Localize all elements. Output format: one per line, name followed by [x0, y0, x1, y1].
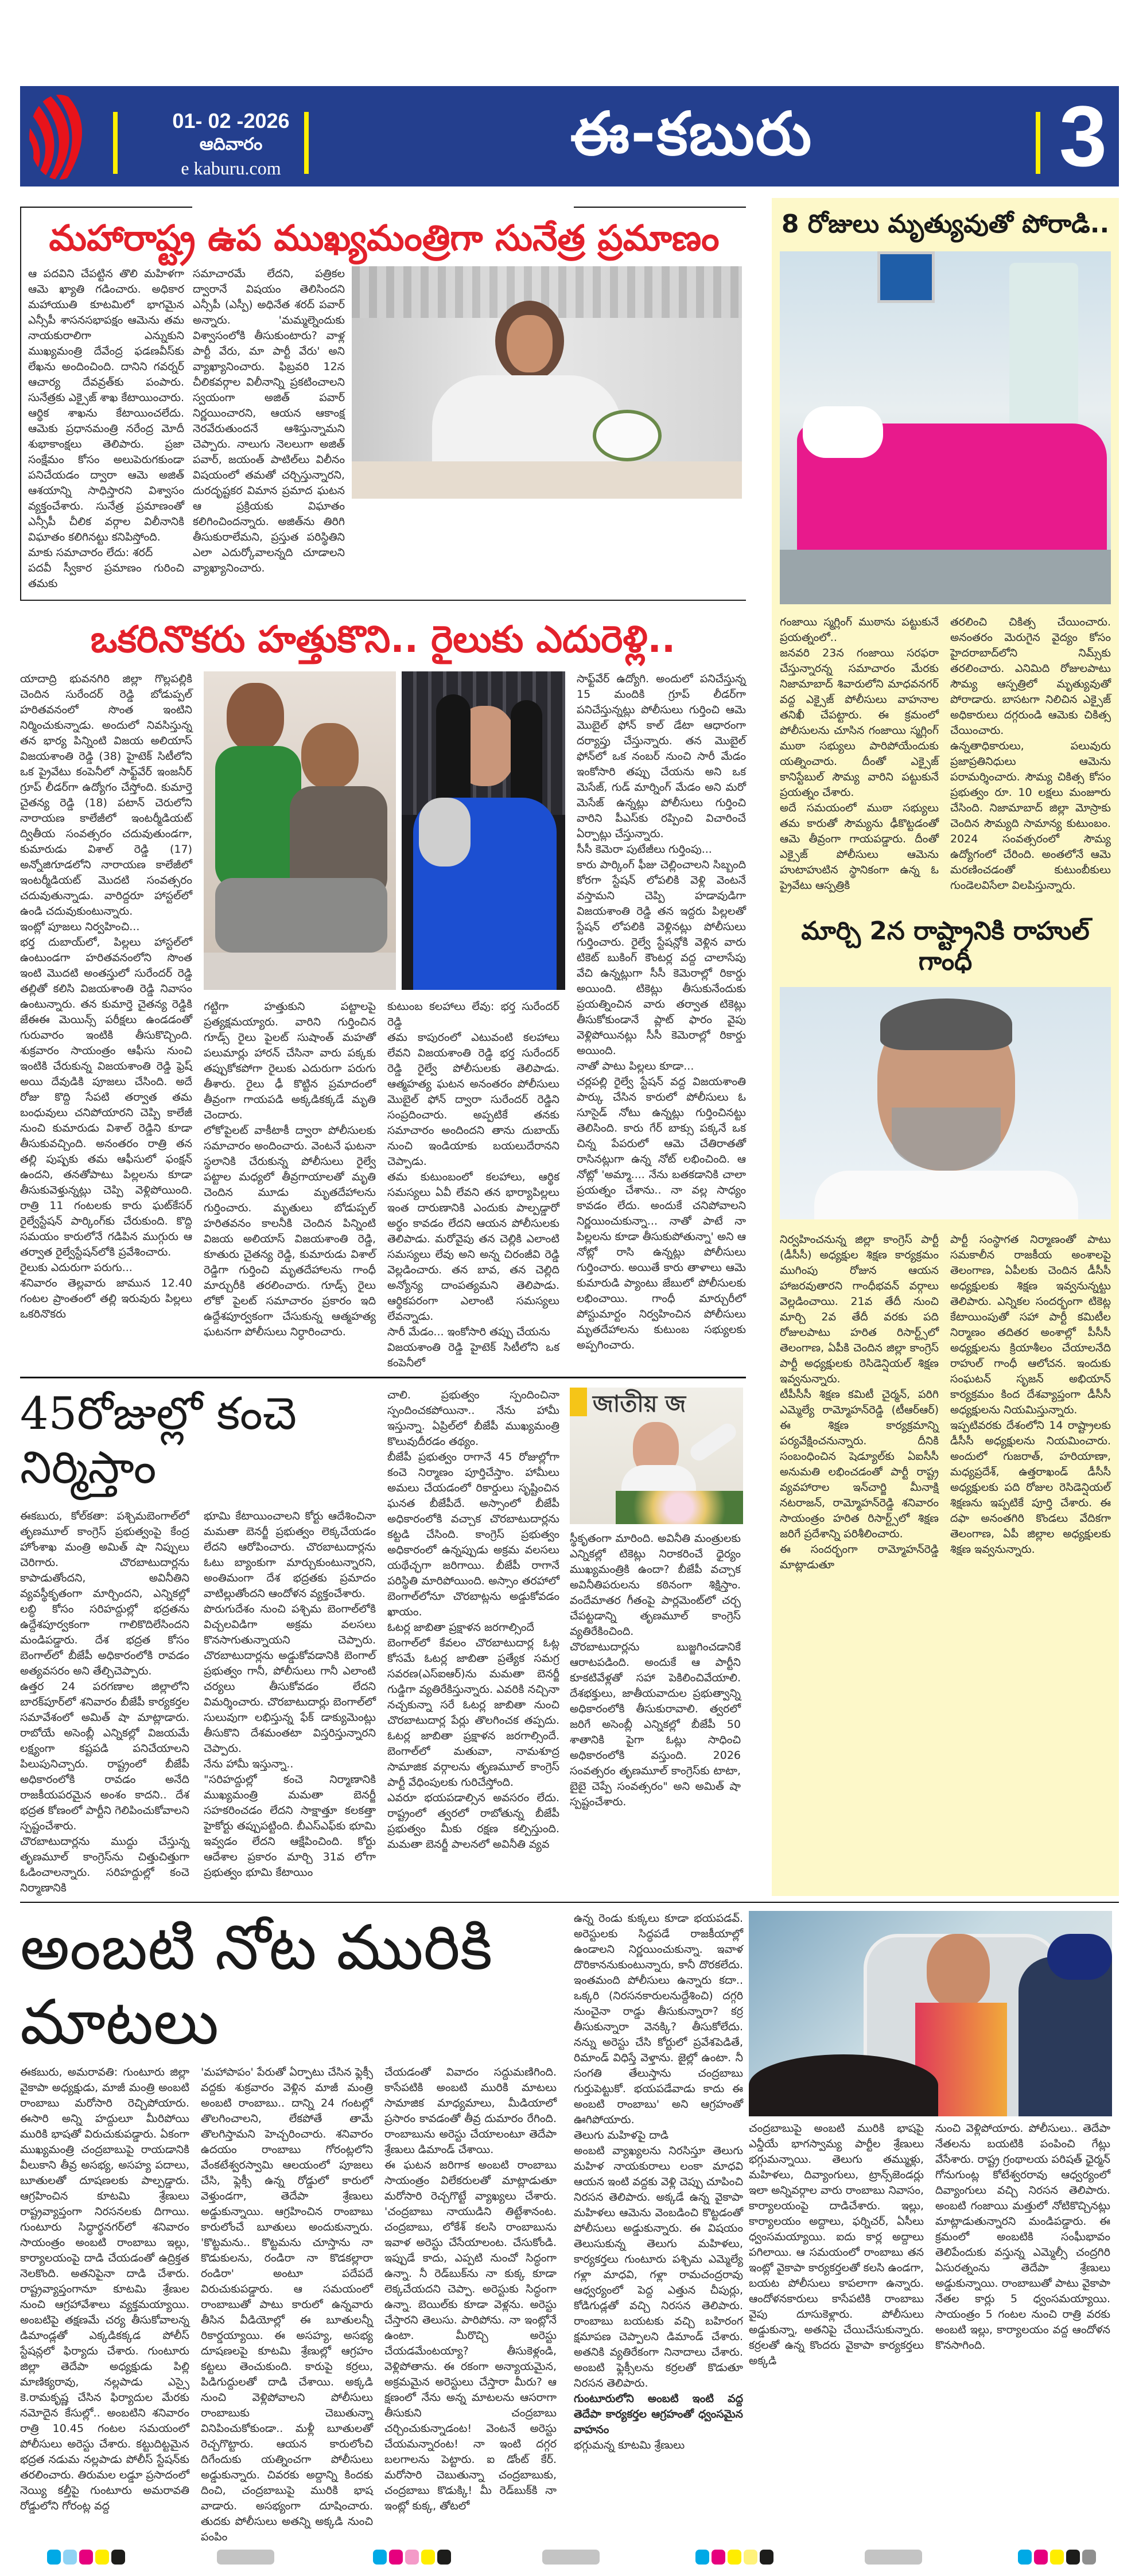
- paragraph: పొరుగుదేశం నుంచి పశ్చిమ బెంగాల్‌లోకి విచ్చలవిడిగా అక్రమ వలసలు కొనసాగుతున్నాయని చెప్పారు. చొరబాటుదార్లను అడ్డుకోవడానికి బెంగాల్ ప్రభుత్వం గానీ, పోలీసులు గానీ ఎలాంటి చర్యలు తీసుకోవడం లేదని విమర్శించారు. చొరబాటుదార్లు బెంగాల్‌లో సులువుగా లభిస్తున్న ఫేక్ డాక్యుమెంట్లు తీసుకొని దేశమంతటా విస్తరిస్తున్నారని చెప్పారు.: [204, 1603, 376, 1755]
- photo-block: [204, 671, 565, 1371]
- article-column: [204, 1509, 376, 1880]
- paragraph: సాఫ్ట్‌వేర్ ఉద్యోగి. అందులో పనిచేస్తున్న 15 మందికి గ్రూప్ లీడర్‌గా పనిచేస్తున్నట్లు పోలీసులు గుర్తించి ఆమె మొబైల్ ఫోన్ కాల్ డేటా ఆధారంగా దర్యాప్తు చేస్తున్నారు. తన మొబైల్ ఫోన్‌లో ఒక నంబర్ నుంచి సారీ మేడం ఇంకోసారి తప్పు చేయను అని ఒక మెసేజ్, గుడ్ మార్నింగ్ మేడం అని మరో మెసేజ్ ఉన్నట్లు పోలీసులు గుర్తించి వారిని పీఎస్‌కు రప్పించి విచారించే ఏర్పాట్లు చేస్తున్నారు.: [577, 673, 746, 841]
- paragraph: ఉన్న రెండు కుక్కలు కూడా భయపడవ్. అరెస్టులకు సిద్ధపడే రాజకీయాల్లో ఉండాలని నిర్ణయించుకున్నా. ఇవాళ దొరికాననుకుంటున్నారు, కానీ దొరకలేదు. ఇంతమంది పోలీసులు ఉన్నారు కదా.. ఒక్కరి (నిరసనకారులనుద్దేశించి) దగ్గరి నుంచైనా రాడ్డు తీసుకున్నారా? కర్ర తీసుకున్నారా వెనక్కి? తీసుకోలేదు. నన్ను అరెస్టు చేసి కోర్టులో ప్రవేశపెడితే, రిమాండ్ విధిస్తే వెళ్తాను. జైల్లో ఉంటా. నీ సంగతి తేలుస్తాను చంద్రబాబు గుర్తుపెట్టుకో. భయపడేవాడు కాదు ఈ అంబటి రాంబాబు' అని ఆగ్రహంతో ఊగిపోయారు.: [574, 1912, 743, 2127]
- stage-banner-text: জাতীয় জ: [593, 1391, 686, 1418]
- paragraph: నిర్వహించనున్న జిల్లా కాంగ్రెస్ పార్టీ (డీసీసీ) అధ్యక్షుల శిక్షణ కార్యక్రమం ముగింపు రోజున ఆయన హాజరవుతారని గాంధీభవన్ వర్గాలు వెల్లడించాయి. 21వ తేదీ నుంచి మార్చి 2వ తేదీ వరకు పది రోజులపాటు హరిత రిసార్ట్స్‌లో తెలంగాణ, ఏపీకి చెందిన జిల్లా కాంగ్రెస్ పార్టీ అధ్యక్షులకు రెసిడెన్షియల్ శిక్షణ ఇవ్వనున్నారు.: [780, 1233, 939, 1386]
- paragraph: గట్టిగా హత్తుకుని పట్టాలపై ప్రత్యక్షమయ్యారు. వారిని గుర్తించిన గూడ్స్ రైలు పైలట్ సుషాంత్ మహతో పలుమార్లు హారన్ చేసినా వారు పక్కకు తప్పుకోకపోగా రైలుకు ఎదురుగా పరుగు తీశారు. రైలు ఢీ కొట్టిన ప్రమాదంలో తీవ్రంగా గాయపడి అక్కడికక్కడే మృతి చెందారు.: [204, 1000, 376, 1122]
- article-column: [20, 2065, 189, 2514]
- photo-block: [749, 1911, 1112, 2369]
- paragraph: శనివారం తెల్లవారు జామున 12.40 గంటల ప్రాంతంలో తల్లి ఇరువురు పిల్లలు ఒకరినొకరు: [20, 1277, 192, 1321]
- paragraph: భర్త దుబాయ్‌లో, పిల్లలు హాస్టల్‌లో ఉంటుండగా హరితవనంలోని సొంత ఇంటి మొదటి అంతస్తులో సురేందర్ రెడ్డి తల్లితో కలిసి విజయశాంతి రెడ్డి నివాసం ఉంటున్నారు. తన కుమార్తె చైతన్య రెడ్డికి జేఈఈ మెయిన్స్ పరీక్షలు ఉండడంతో గురువారం ఇంటికి తీసుకొచ్చింది. శుక్రవారం సాయంత్రం ఆఫీసు నుంచి ఇంటికి చేరుకున్న విజయశాంతి రెడ్డి ఫ్రెష్ అయి దేవుడికి పూజలు చేసింది. అదే రోజు కొద్ది సేపటి తర్వాత తమ బంధువులు చనిపోయారని చెప్పి కాలేజీ నుంచి కుమారుడు విశాల్ రెడ్డిని కూడా తీసుకువచ్చింది. అనంతరం రాత్రి తన తల్లి పుష్పకు తమ ఆఫీసులో ఫంక్షన్ ఉందని, తనతోపాటు పిల్లలను కూడా తీసుకువెళ్తున్నట్లు చెప్పి వెళ్లిపోయింది. రాత్రి 11 గంటలకు కారు ఘట్‌కేసర్ రైల్వేస్టేషన్ పార్కింగ్‌కు చేరుకుంది. కొద్ది సమయం కారులోనే గడిపిన ముగ్గురు ఆ తర్వాత రైల్వేస్టేషన్‌లోకి ప్రవేశించారు.: [20, 936, 192, 1259]
- page-number: 3: [1059, 88, 1107, 184]
- website-link[interactable]: e kaburu.com: [181, 158, 281, 178]
- registration-strip: [0, 2550, 1139, 2565]
- headline-fence: 45రోజుల్లో కంచె నిర్మిస్తాం: [20, 1388, 297, 1494]
- article-column: [201, 2065, 373, 2545]
- photo-mother: [402, 671, 565, 990]
- article-column: [577, 671, 746, 1353]
- paragraph: ఇప్పటివరకు దేశంలోని 14 రాష్ట్రాలకు డీసీసీ అధ్యక్షులను నియమించారు. అందులో గుజరాత్, హరియాణా, మధ్యప్రదేశ్, ఉత్తరాఖండ్ డీసీసీ అధ్యక్షులకు పది రోజుల రెసిడెన్షియల్ శిక్షణను ఇప్పటికే పూర్తి చేశారు. ఈ దఫా అనంతగిరి కొండలు వేదికగా తెలంగాణ, ఏపీ జిల్లాల అధ్యక్షులకు శిక్షణ ఇవ్వనున్నారు.: [950, 1419, 1111, 1556]
- article-column: [950, 1232, 1111, 1557]
- subheading: సారీ మేడం... ఇంకోసారి తప్పు చేయను: [387, 1326, 550, 1339]
- article-column: [570, 1531, 741, 1810]
- paragraph: చొరబాటుదార్లను బుజ్జగించడానికే ఆరాటపడింది. అందుకే ఆ పార్టీని కూకటివేళ్లతో సహా పెకిలించివేయాలి. దేశభక్తులు, జాతీయవాదుల ప్రభుత్వాన్ని అధికారంలోకి తీసుకురావాలి. త్వరలో జరిగే అసెంబ్లీ ఎన్నికల్లో బీజేపీ 50 శాతానికి పైగా ఓట్లు సాధించి అధికారంలోకి వస్తుంది. 2026 సంవత్సరం తృణమూల్ కాంగ్రెస్‌కు టాటా, బైబై చెప్పే సంవత్సరం" అని అమిత్ షా స్పష్టంచేశారు.: [570, 1641, 741, 1809]
- paragraph: చేయడంతో వివాదం సద్దుమణిగింది. కాసేపటికి అంబటి మురికి మాటలు సామాజిక మాధ్యమాలు, మీడియాలో ప్రసారం కావడంతో తీవ్ర దుమారం రేగింది. రాంబాబును అరెస్టు చేయాలంటూ తెదేపా శ్రేణులు డిమాండ్ చేశాయి.: [384, 2065, 557, 2156]
- registration-marks: [217, 2550, 274, 2565]
- registration-marks: [865, 2550, 922, 2565]
- paragraph: తమ కుటుంబంలో కలహాలు, ఆర్థిక సమస్యలు ఏవీ లేవని తన భార్యాపిల్లలు ఇంత దారుణానికి ఎందుకు పాల్పడ్డారో అర్థం కావడం లేదని ఆయన పోలీసులకు తెలిపాడు. మరోవైపు తన చెల్లికి ఎలాంటి సమస్యలు లేవు అని అన్న చిరంజీవి రెడ్డి వెల్లడించారు. తన బావ, తన చెల్లిది అన్యోన్య దాంపత్యమని తెలిపాడు. ఆర్థికపరంగా ఎలాంటి సమస్యలు లేవన్నాడు.: [387, 1171, 559, 1323]
- paragraph: స్థీకృతంగా మారింది. అవినీతి మంత్రులకు ఎన్నికల్లో టికెట్లు నిరాకరించే ధైర్యం ముఖ్యమంత్రికి ఉందా? బీజేపీ వచ్చాక అవినీతిపరులను కఠినంగా శిక్షిస్తాం. వందేమాతర గీతంపై పార్లమెంట్‌లో చర్చ చేపట్టడాన్ని తృణమూల్ కాంగ్రెస్ వ్యతిరేకించింది.: [570, 1532, 741, 1638]
- article-column: [20, 1509, 189, 1896]
- headline-constable: 8 రోజులు మృత్యువుతో పోరాడి..: [781, 209, 1110, 239]
- paragraph: ఈ సందర్భంగా రామ్మోహన్‌రెడ్డి మాట్లాడుతూ: [780, 1543, 939, 1572]
- paragraph: కారు పార్కింగ్ ఫీజు చెల్లించాలని సిబ్బంది కోరగా స్టేషన్ లోపలికి వెళ్లి వెంటనే వస్తామని చెప్పి హడావుడిగా విజయశాంతి రెడ్డి తన ఇద్దరు పిల్లలతో స్టేషన్ లోపలికి వెళ్లినట్లు పోలీసులు గుర్తించారు. రైల్వే స్టేషన్లోకి వెళ్లిన వారు టికెట్ బుకింగ్ కౌంటర్ల వద్ద చాలాసేపు వేచి ఉన్నట్లుగా సీసీ కెమెరాల్లో రికార్డు అయింది. టికెట్లు తీసుకునేందుకు ప్రయత్నించిన వారు తర్వాత టికెట్లు తీసుకోకుండానే ప్లాట్ ఫారం వైపు వెళ్లిపోయినట్లు సీసీ కెమెరాల్లో రికార్డు అయింది.: [577, 858, 746, 1058]
- article-column: [204, 999, 376, 1340]
- article-ambati-main: [20, 1911, 559, 2544]
- registration-marks: [1018, 2550, 1096, 2565]
- paragraph: లోకోపైలట్ వాకీటాకీ ద్వారా పోలీసులకు సమాచారం అందించారు. వెంటనే ఘటనా స్థలానికి చేరుకున్న పోలీసులు రైల్వే పట్టాల మధ్యలో తీవ్రగాయాలతో మృతి చెందిన మూడు మృతదేహాలను గుర్తించారు. మృతులు బోడుప్పల్ హరితవనం కాలనీకి చెందిన పిన్నింటి విజయ అలియాస్ విజయశాంతి రెడ్డి, కూతురు చైతన్య రెడ్డి, కుమారుడు విశాల్ రెడ్డిగా గుర్తించి మృతదేహాలను గాంధీ మార్చురీకి తరలించారు. గూడ్స్ రైలు లోకో పైలట్ సమాచారం ప్రకారం ఇది ఉద్దేశపూర్వకంగా చేసుకున్న ఆత్మహత్య ఘటనగా పోలీసులు నిర్ధారించారు.: [204, 1124, 376, 1339]
- paragraph: ఈకబురు, కోల్‌కతా: పశ్చిమబెంగాల్‌లో తృణమూల్ కాంగ్రెస్ ప్రభుత్వంపై కేంద్ర హోంశాఖ మంత్రి అమిత్ షా నిప్పులు చెరిగారు. చొరబాటుదార్లను కాపాడుతోందని, అవినీతిని వ్యవస్థీకృతంగా మార్చిందని, ఎన్నికల్లో లబ్ధి కోసం సరిహద్దుల్లో భద్రతను ఉద్దేశపూర్వకంగా గాలికొదిలేసిందని మండిపడ్డారు. దేశ భద్రత కోసం బెంగాల్‌లో బీజేపీ అధికారంలోకి రావడం అత్యవసరం అని తేల్చిచెప్పారు.: [20, 1510, 189, 1678]
- photo-caption: గుంటూరులోని అంబటి ఇంటి వద్ద తెదేపా కార్యకర్తల ఆగ్రహంతో ధ్వంసమైన వాహనం: [574, 2392, 743, 2437]
- paragraph: ఎవరూ భయపడాల్సిన అవసరం లేదు. రాష్ట్రంలో త్వరలో రాబోతున్న బీజేపీ ప్రభుత్వం మీకు రక్షణ కల్పిస్తుంది. మమతా బెనర్జీ పాలనలో అవినీతి వ్యవ: [387, 1792, 559, 1851]
- divider-bar: [304, 112, 309, 174]
- registration-marks: [695, 2550, 773, 2565]
- headline-rahul: మార్చి 2న రాష్ట్రానికి రాహుల్ గాంధీ: [801, 916, 1090, 976]
- subheading: ఇంట్లో పూజలు నిర్వహించి...: [20, 920, 140, 934]
- subheading: గంజాయి స్మగ్లింగ్ ముఠాను పట్టుకునే ప్రయత్నంలో..: [780, 615, 939, 644]
- sidebar-panel: [772, 198, 1119, 1896]
- photo-amit-shah: [570, 1388, 743, 1524]
- paragraph: జనవరి 23న గంజాయి సరఫరా చేస్తున్నారన్న సమాచారం మేరకు నిజామాబాద్ శివారులోని మాధవనగర్ వద్ద ఎక్సైజ్ పోలీసులు వాహనాల తనిఖీ చేపట్టారు. ఈ క్రమంలో పోలీసులను చూసిన గంజాయి స్మగ్లింగ్ ముఠా సభ్యులు పారిపోయేందుకు యత్నించారు. దీంతో ఎక్సైజ్ కానిస్టేబుల్ సౌమ్య వారిని పట్టుకునే ప్రయత్నం చేశారు.: [780, 646, 939, 799]
- subheading: తెలుగు మహిళపై దాడి: [574, 2129, 669, 2142]
- paragraph: టీపీసీసీ శిక్షణ కమిటీ చైర్మన్, పరిగి ఎమ్మెల్యే రామ్మోహన్‌రెడ్డి (టీఆర్ఆర్) ఈ శిక్షణ కార్యక్రమాన్ని పర్యవేక్షించనున్నారు. దీనికి సంబంధించిన షెడ్యూల్‌కు ఏఐసీసీ అనుమతి లభించడంతో పార్టీ రాష్ట్ర వ్యవహారాల ఇన్‌చార్జి మీనాక్షి నటరాజన్, రామ్మోహన్‌రెడ్డి శనివారం సాయంత్రం హరిత రిసార్ట్స్‌లో శిక్షణ జరిగే ప్రదేశాన్ని పరిశీలించారు.: [780, 1388, 939, 1541]
- article-column: [950, 615, 1111, 893]
- subheading: మాకు సమాచారం లేదు: శరద్: [28, 546, 153, 560]
- paragraph: బెంగాల్‌లో కేవలం చొరబాటుదార్ల ఓట్ల కోసమే ఓటర్ల జాబితా ప్రత్యేక సమగ్ర సవరణ(ఎస్ఐఆర్)ను మమతా బెనర్జీ గుడ్డిగా వ్యతిరేకిస్తున్నారు. ఎవరికి నచ్చినా నచ్చకున్నా సరే ఓటర్ల జాబితా నుంచి చొరబాటుదార్ల పేర్లు తొలగించక తప్పదు. ఓటర్ల జాబితా ప్రక్షాళన జరగాల్సిందే. బెంగాల్‌లో మతువా, నామశూద్ర సామాజిక వర్గాలను తృణమూల్ కాంగ్రెస్ పార్టీ వేధింపులకు గురిచేస్తోంది.: [387, 1637, 559, 1789]
- photo-sunetra-signing: [352, 266, 742, 499]
- paragraph: బీజేపీ ప్రభుత్వం రాగానే 45 రోజుల్లోగా కంచె నిర్మాణం పూర్తిచేస్తాం. హామీలు అమలు చేయడంలో రికార్డులు సృష్టించిన ఘనత బీజేపీదే. అస్సాంలో బీజేపీ అధికారంలోకి వచ్చాక చొరబాటుదార్లను కట్టడి చేసింది. కాంగ్రెస్ ప్రభుత్వం అధికారంలో ఉన్నప్పుడు అక్రమ వలసలు యథేచ్ఛగా జరిగాయి. బీజేపీ రాగానే పరిస్థితి మారిపోయింది. అస్సాం తరహాలో బెంగాల్‌లోనూ చొరబాట్లను అడ్డుకోవడం ఖాయం.: [387, 1451, 559, 1619]
- photo-block: [570, 1388, 743, 1810]
- box-border: [20, 207, 192, 208]
- paragraph: చర్లపల్లి రైల్వే స్టేషన్ వద్ద విజయశాంతి పార్కు చేసిన కారులో పోలీసులు ఓ సూసైడ్ నోటు ఉన్నట్లు గుర్తించినట్టు తెలిసింది. కారు గేర్ బాక్సు పక్కనే ఒక చిన్న పేపరులో ఆమె చేతిరాతతో రాసినట్లుగా ఉన్న నోట్ లభించింది. ఆ నోట్లో 'అమ్మా.... నేను బతకడానికి చాలా ప్రయత్నం చేశాను.. నా వల్ల సాధ్యం కావడం లేదు. అందుకే చనిపోవాలని నిర్ణయించుకున్నా... నాతో పాటే నా పిల్లలను కూడా తీసుకుపోతున్నా' అని ఆ నోట్లో రాసి ఉన్నట్లు పోలీసులు గుర్తించారు. అయితే కారు తాళాలు ఆమె కుమారుడి ప్యాంటు జేబులో పోలీసులకు లభించాయి. గాంధీ మార్చురీలో పోస్టుమార్టం నిర్వహించిన పోలీసులు మృతదేహాలను కుటుంబ సభ్యులకు అప్పగించారు.: [577, 1075, 746, 1352]
- paragraph: ఆ పదవిని చేపట్టిన తొలి మహిళగా ఆమె ఖ్యాతి గడించారు. అధికార మహాయుతి కూటమిలో భాగమైన ఎన్సీపీ శాసనసభాపక్షం ఆమెను తమ నాయకురాలిగా ఎన్నుకుని ముఖ్యమంత్రి దేవేంద్ర ఫడణవీస్‌కు లేఖను అందించింది. దానిని గవర్నర్ ఆచార్య దేవవ్రత్‌కు పంపారు. సునేత్రకు ఎక్సైజ్ శాఖ కేటాయించారు. ఆర్థిక శాఖను కేటాయించలేదు. ఆమెకు ప్రధానమంత్రి నరేంద్ర మోదీ శుభాకాంక్షలు తెలిపారు. ప్రజా సంక్షేమం కోసం అలుపెరుగకుండా పనిచేయడం ద్వారా ఆమె అజిత్ ఆశయాన్ని సాధిస్తారని విశ్వాసం వ్యక్తంచేశారు. సునేత్ర ప్రమాణంతో ఎన్సీపీ చీలిక వర్గాల విలీనానికి విఘాతం కలిగినట్టు కనిపిస్తోంది.: [28, 267, 184, 544]
- paragraph: విజయశాంతి రెడ్డి హైటెక్ సిటీలోని ఒక కంపెనీలో: [387, 1341, 559, 1370]
- paragraph: "సరిహద్దుల్లో కంచె నిర్మాణానికి ముఖ్యమంత్రి మమతా బెనర్జీ సహకరించడం లేదని సాక్షాత్తూ కలకత్తా హైకోర్టు తప్పుపట్టింది. బీఎస్ఎఫ్‌కు భూమి ఇవ్వడం లేదని ఆక్షేపించింది. కోర్టు ఆదేశాల ప్రకారం మార్చి 31వ లోగా ప్రభుత్వం భూమి కేటాయిం: [204, 1773, 376, 1879]
- subheading: నాతో పాటు పిల్లలు కూడా...: [577, 1060, 694, 1073]
- article-column: [780, 615, 939, 893]
- photo-ambati-in-car: [749, 1911, 1112, 2116]
- article-column: [935, 2121, 1110, 2353]
- main-column: [20, 198, 746, 1896]
- newspaper-title: ఈ-కబురు: [570, 99, 813, 169]
- paragraph: ఉత్తర 24 పరగణాల జిల్లాలోని బారక్‌పూర్‌లో శనివారం బీజేపీ కార్యకర్తల సమావేశంలో అమిత్ షా మాట్లాడారు. రాబోయే అసెంబ్లీ ఎన్నికల్లో విజయమే లక్ష్యంగా కష్టపడి పనిచేయాలని పిలుపునిచ్చారు. రాష్ట్రంలో బీజేపీ అధికారంలోకి రావడం అనేది రాజకీయపరమైన అంశం కాదని.. దేశ భద్రత కోణంలో పార్టీని గెలిపించుకోవాలని స్పష్టంచేశారు.: [20, 1680, 189, 1833]
- subheading: నేను హామీ ఇస్తున్నా..: [204, 1758, 294, 1771]
- headline-ambati: అంబటి నోట మురికి మాటలు: [20, 1912, 493, 2058]
- headline-maharashtra: మహారాష్ట్ర ఉప ముఖ్యమంత్రిగా సునేత్ర ప్రమాణం: [49, 217, 720, 259]
- divider-bar: [1036, 112, 1040, 174]
- paragraph: ఈ ఘటన జరిగాక అంబటి రాంబాబు సాయంత్రం విలేకరులతో మాట్లాడుతూ మరోసారి రెచ్చగొట్టే వ్యాఖ్యలు చేశారు. 'చంద్రబాబు నాయుడిని తిట్టేశానంట. చంద్రబాబు, లోకేశ్ కలసి రాంబాబును ఇవాళ అరెస్టు చేసేయాలంట. చేసుకోండి. ఇప్పుడే కాదు, ఎప్పటి నుంచో సిద్ధంగా ఉన్నా. నీ రెడ్‌బుక్‌ను నా కుక్క కూడా లెక్కచేయదని చెప్పా. అరెస్టుకు సిద్ధంగా ఉన్నా. బెయిల్‌కు కూడా వెళ్లను. అరెస్టు చేస్తారని తెలుసు. పారిపోను. నా ఇంట్లోనే ఉంటా. మీరొచ్చి అరెస్టు చేయడమేంటయ్యా? తీసుకెళ్లండి, వెళ్లిపోతాను. ఈ రకంగా అన్యాయమైన, అక్రమమైన అరెస్టులు చేస్తారా మీరు? ఆ క్షణంలో నేను అన్న మాటలను ఆసరాగా తీసుకుని చంద్రబాబు చర్చించుకున్నాడంట! వెంటనే అరెస్టు చేయమన్నారంట! నా ఇంటి దగ్గర బలగాలను పెట్టారు. ఐ డోంట్ కేర్. మరోసారి చెబుతున్నా చంద్రబాబుకు, చంద్రబాబు కొడుక్కి! మీ రెడ్‌బుక్‌కి నా ఇంట్లో కుక్క, తోటలో: [384, 2158, 557, 2512]
- paragraph: తమ కాపురంలో ఎటువంటి కలహాలు లేవని విజయశాంతి రెడ్డి భర్త సురేందర్ రెడ్డి రైల్వే పోలీసులకు తెలిపాడు. ఆత్మహత్య ఘటన అనంతరం పోలీసులు మొబైల్ ఫోన్ ద్వారా సురేందర్ రెడ్డిని సంప్రదించారు. అప్పటికే తనకు సమాచారం అందిందని తాను దుబాయ్ నుంచి ఇండియాకు బయలుదేరానని చెప్పాడు.: [387, 1031, 559, 1168]
- paragraph: తరలించి చికిత్స చేయించారు. అనంతరం మెరుగైన వైద్యం కోసం హైదరాబాద్‌లోని నిమ్స్‌కు తరలించారు. ఎనిమిది రోజులపాటు సౌమ్య ఆస్పత్రిలో మృత్యువుతో పోరాడారు. బాసటగా నిలిచిన ఎక్సైజ్ అధికారులు దగ్గరుండి ఆమెకు చికిత్స చేయించారు.: [950, 615, 1111, 737]
- paragraph: భూమి కేటాయించాలని కోర్టు ఆదేశించినా మమతా బెనర్జీ ప్రభుత్వం లెక్కచేయడం లేదని ఆరోపించారు. చొరబాటుదార్లను ఓటు బ్యాంకుగా మార్చుకుంటున్నారని, అంతిమంగా దేశ భద్రతకు ప్రమాదం వాటిల్లుతోందని ఆందోళన వ్యక్తంచేశారు.: [204, 1510, 376, 1600]
- paragraph: చాలి. ప్రభుత్వం స్పందించినా స్పందించకపోయినా.. నేను హామీ ఇస్తున్నా. ఏప్రిల్‌లో బీజేపీ ముఖ్యమంత్రి కొలువుదీరడం తథ్యం.: [387, 1389, 559, 1448]
- photo-hospital-bed: [780, 251, 1111, 604]
- article-column: [387, 1388, 559, 1852]
- article-column: [749, 2121, 924, 2369]
- article-column: [20, 671, 192, 1322]
- registration-marks: [542, 2550, 600, 2565]
- paragraph: చంద్రబాబుపై అంబటి మురికి భాషపై ఎన్డీయే భాగస్వామ్య పార్టీల శ్రేణులు భగ్గుమన్నాయి. తెలుగు తమ్ముళ్లు, మహిళలు, దివ్యాంగులు, ట్రాన్స్‌జెండర్లు ఇలా అన్నివర్గాల వారు రాంబాబు నివాసం, కార్యాలయంపై దాడిచేశారు. ఇల్లు, కార్యాలయం అద్దాలు, ఫర్నిచర్, ఏసీలు ధ్వంసమయ్యాయి. ఐదు కార్ల అద్దాలు పగిలాయి. ఆ సమయంలో రాంబాబు తన ఇంట్లో వైకాపా కార్యకర్తలతో కలసి ఉండగా, బయట పోలీసులు కాపలాగా ఉన్నారు. ఆందోళనకారులు కాసేపటికి రాంబాబు వైపు దూసుకెళ్లారు. పోలీసులు అడ్డుకున్నా, అతనిపై చేయిచేసుకున్నారు. కర్రలతో ఉన్న కొందరు వైకాపా కార్యకర్తలు అక్కడి: [749, 2122, 924, 2368]
- paragraph: నుంచి వెళ్లిపోయారు. పోలీసులు.. తెదేపా నేతలను బయటికి పంపించి గేట్లు వేసేశారు. రాష్ట్ర గ్రంథాలయ పరిషత్ ఛైర్మన్ గోనుగుంట్ల కోటేశ్వరరావు ఆధ్వర్యంలో దివ్యాంగులు వచ్చి నిరసన తెలిపారు. అంబటి గంజాయి మత్తులో నోటికొచ్చినట్లు మాట్లాడుతున్నారని మండిపడ్డారు. ఈ క్రమంలో అంబటికి సంఘీభావం తెలిపేందుకు వస్తున్న ఎమ్మెల్సీ చంద్రగిరి ఏసురత్నంను తెదేపా శ్రేణులు అడ్డుకున్నాయి. రాంబాబుతో పాటు వైకాపా నేతల కార్లు 5 ధ్వంసమయ్యాయి. సాయంత్రం 5 గంటల నుంచి రాత్రి వరకు అంబటి ఇల్లు, కార్యాలయం వద్ద ఆందోళన కొనసాగింది.: [935, 2122, 1110, 2352]
- issue-weekday: ఆదివారం: [199, 135, 263, 154]
- paragraph: 'మహాపాపం' పేరుతో ఏర్పాటు చేసిన ఫ్లెక్సీ వద్దకు శుక్రవారం వెళ్లిన మాజీ మంత్రి అంబటి రాంబాబు.. దాన్ని 24 గంటల్లో తొలగించాలని, లేకపోతే తామే తొలగిస్తామని హెచ్చరించారు. శనివారం ఉదయం రాంబాబు గోరంట్లలోని వేంకటేశ్వరస్వామి ఆలయంలో పూజలు చేసి, ఫ్లెక్సీ ఉన్న రోడ్డులో కారులో వెళ్తుండగా, తెదేపా శ్రేణులు అడ్డుకున్నాయి. ఆగ్రహించిన రాంబాబు కారులోంచే బూతులు అందుకున్నారు. 'కొట్టమను.. కొట్టమను చూస్తాను నా కొడుకులను, రండిరా నా కొడకల్లారా రండిరా' అంటూ పదేపదే విరుచుకుపడ్డారు. ఆ సమయంలో రాంబాబుతో పాటు కారులో ఉన్నవారు తీసిన వీడియోల్లో ఈ బూతులన్నీ రికార్డయ్యాయి. ఈ అసహ్య, అసభ్య దూషణలపై కూటమి శ్రేణుల్లో ఆగ్రహం కట్టలు తెంచుకుంది. కారుపై కర్రలు, పిడిగుద్దులతో దాడి చేశాయి. అక్కడి నుంచి వెళ్లిపోవాలని పోలీసులు రాంబాబుకు చెబుతున్నా వినిపించుకోకుండా.. మళ్లీ బూతులతో రెచ్చగొట్టారు. ఆయన కారులోంచి దిగేందుకు యత్నించగా పోలీసులు అడ్డుకున్నారు. చివరకు అద్దాన్ని కిందకు దించి, చంద్రబాబుపై మురికి భాష వాడారు. అసభ్యంగా దూషించారు. తుదకు పోలీసులు అతన్ని అక్కడి నుంచి పంపిం: [201, 2065, 373, 2543]
- paragraph: చొరబాటుదార్లను ముద్దు చేస్తున్న తృణమూల్ కాంగ్రెస్‌ను చిత్తుచిత్తుగా ఓడించాలన్నారు. సరిహద్దుల్లో కంచె నిర్మాణానికి: [20, 1835, 189, 1895]
- paragraph: అదే సమయంలో ముఠా సభ్యులు తమ కారుతో సౌమ్యను ఢీకొట్టడంతో ఆమె తీవ్రంగా గాయపడ్డారు. దీంతో ఎక్సైజ్ పోలీసులు ఆమెను హుటాహుటిన స్థానికంగా ఉన్న ఓ ప్రైవేటు ఆస్పత్రికి: [780, 801, 939, 892]
- subheading: భగ్గుమన్న కూటమి శ్రేణులు: [574, 2439, 685, 2452]
- paragraph: పార్టీ సంస్థాగత నిర్మాణంతో పాటు సమకాలీన రాజకీయ అంశాలపై తెలంగాణ, ఏపీలకు చెందిన డీసీసీ అధ్యక్షులకు శిక్షణ ఇవ్వనున్నట్టు తెలిపారు. ఎన్నికల సందర్భంగా టికెట్ల కేటాయింపుతో సహా పార్టీ కమిటీల నిర్మాణం తదితర అంశాల్లో పీసీసీ అధ్యక్షులను క్రియాశీలం చేయాలనేది రాహుల్ గాంధీ ఆలోచన. ఇందుకు సంఘటన్ సృజన్ అభియాన్ కార్యక్రమం కింద దేశవ్యాప్తంగా డీసీసీ అధ్యక్షులను నియమిస్తున్నారు.: [950, 1233, 1111, 1417]
- subheading: కుటుంబ కలహాలు లేవు: భర్త సురేందర్ రెడ్డి: [387, 1000, 559, 1029]
- issue-date: 01- 02 -2026: [172, 109, 290, 133]
- article-column: [387, 999, 559, 1371]
- section-divider: [20, 1902, 1119, 1903]
- paragraph: పదవీ స్వీకార ప్రమాణం గురించి తమకు: [28, 562, 184, 590]
- headline-train: ఒకరినొకరు హత్తుకొని.. రైలుకు ఎదురెళ్లి..: [90, 619, 676, 662]
- paragraph: ఉన్నతాధికారులు, పలువురు ప్రజాప్రతినిధులు ఆమెను పరామర్శించారు. సౌమ్య చికిత్స కోసం ప్రభుత్వం రూ. 10 లక్షలు మంజూరు చేసింది. నిజామాబాద్ జిల్లా మోస్రాకు చెందిన సౌమ్యది సామాన్య కుటుంబం. 2024 సంవత్సరంలో సౌమ్య ఉద్యోగంలో చేరింది. అంతలోనే ఆమె మరణించడంతో కుటుంబీకులు గుండెలవిసేలా విలపిస్తున్నారు.: [950, 739, 1111, 892]
- subheading: రైలుకు ఎదురుగా పరుగు...: [20, 1261, 133, 1275]
- registration-marks: [47, 2550, 125, 2565]
- article-maharashtra: [20, 207, 746, 601]
- logo-icon: [25, 93, 94, 182]
- article-column: [28, 266, 184, 592]
- article-column: [780, 1232, 939, 1573]
- article-fence-main: [20, 1388, 376, 1896]
- subheading: సీసీ కెమెరా పుటేజీలు గుర్తింపు...: [577, 843, 712, 856]
- registration-marks: [373, 2550, 451, 2565]
- masthead: [20, 86, 1119, 187]
- photo-children: [204, 671, 396, 990]
- paragraph: యాదాద్రి భువనగిరి జిల్లా గొల్లపల్లికి చెందిన సురేందర్ రెడ్డి బోడుప్పల్ హరితవనంలో సొంత ఇంటిని నిర్మించుకున్నాడు. అందులో నివసిస్తున్న తన భార్య పిన్నింటి విజయ అలియాస్ విజయశాంతి రెడ్డి (38) హైటెక్ సిటీలోని ఒక ప్రైవేటు కంపెనీలో సాఫ్ట్‌వేర్ ఇంజనీర్ గ్రూప్ లీడర్‌గా ఉద్యోగం చేస్తోంది. కుమార్తె చైతన్య రెడ్డి (18) పటాన్ చెరులోని నారాయణ కాలేజీలో ఇంటర్మీడియట్ ద్వితీయ సంవత్సరం చదువుతుండగా, కుమారుడు విశాల్ రెడ్డి (17) అన్నోజిగూడలోని నారాయణ కాలేజీలో ఇంటర్మీడియట్ మొదటి సంవత్సరం చదువుతున్నాడు. వారిద్దరూ హాస్టల్‌లో ఉండి చదువుకుంటున్నారు.: [20, 673, 192, 918]
- article-column: [193, 266, 345, 576]
- paragraph: సమాచారమే లేదని, పత్రికల ద్వారానే విషయం తెలిసిందని ఎన్సీపీ (ఎస్పీ) అధినేత శరద్ పవార్ అన్నారు. 'మమ్మల్నెందుకు విశ్వాసంలోకి తీసుకుంటారు? వాళ్ల పార్టీ వేరు, మా పార్టీ వేరు' అని వ్యాఖ్యానించారు. ఫిబ్రవరి 12న చీలికవర్గాల విలీనాన్ని ప్రకటించాలని స్వయంగా అజిత్ పవార్ నిర్ణయించారని, ఆయన ఆకాంక్ష నెరవేరుతుందనే ఆశిస్తున్నామని చెప్పారు. నాలుగు నెలలుగా అజిత్ పవార్, జయంత్ పాటిల్‌లు విలీనం విషయంలో తమతో చర్చిస్తున్నారని, దురదృష్టకర విమాన ప్రమాద ఘటన ఆ ప్రక్రియకు విఘాతం కలిగించిందన్నారు. అజిత్‌ను తిరిగి తీసుకురాలేమని, ప్రస్తుత పరిస్థితిని ఎలా ఎదుర్కోవాలన్నది చూడాలని వ్యాఖ్యానించారు.: [193, 267, 345, 575]
- article-column: [574, 1911, 743, 2453]
- paragraph: ఈకబురు, అమరావతి: గుంటూరు జిల్లా వైకాపా అధ్యక్షుడు, మాజీ మంత్రి అంబటి రాంబాబు మరోసారి రెచ్చిపోయారు. ఈసారి అన్ని హద్దులూ మీరిపోయి మురికి భాషతో విరుచుకుపడ్డారు. ఏకంగా ముఖ్యమంత్రి చంద్రబాబుపై రాయడానికి వీలుకాని తీవ్ర అసభ్య, అసహ్య పదాలు, బూతులతో దూషణలకు పాల్పడ్డారు. ఆగ్రహించిన కూటమి శ్రేణులు రాష్ట్రవ్యాప్తంగా నిరసనలకు దిగాయి. గుంటూరు సిద్ధార్థనగర్‌లో శనివారం సాయంత్రం అంబటి రాంబాబు ఇల్లు, కార్యాలయంపై దాడి చేయడంతో ఉద్రిక్తత నెలకొంది. అతనిపైనా దాడి చేశారు. రాష్ట్రవ్యాప్తంగానూ కూటమి శ్రేణుల నుంచి ఆగ్రహావేశాలు వ్యక్తమయ్యాయి. అంబటిపై తక్షణమే చర్య తీసుకోవాలన్న డిమాండ్లతో ఎక్కడికక్కడ పోలీస్ స్టేషన్లలో ఫిర్యాదు చేశారు. గుంటూరు జిల్లా తెదేపా అధ్యక్షుడు పిల్లి మాణిక్యరావు, నల్లపాడు ఎస్సై కె.రామకృష్ణ చేసిన ఫిర్యాదుల మేరకు నమోదైన కేసుల్లో.. అంబటిని శనివారం రాత్రి 10.45 గంటల సమయంలో పోలీసులు అరెస్టు చేశారు. కట్టుదిట్టమైన భద్రత నడుమ నల్లపాడు పోలీస్ స్టేషన్‌కు తరలించారు. తిరుమల లడ్డూ ప్రసాదంలో నెయ్యి కల్తీపై గుంటూరు అమరావతి రోడ్డులోని గోరంట్ల వద్ద: [20, 2065, 189, 2512]
- box-border: [574, 207, 746, 208]
- section-divider: [20, 1377, 746, 1378]
- divider-bar: [113, 112, 118, 174]
- subheading: ఓటర్ల జాబితా ప్రక్షాళన జరగాల్సిందే: [387, 1621, 534, 1634]
- article-column: [384, 2065, 557, 2514]
- paragraph: అంబటి వ్యాఖ్యలను నిరసిస్తూ తెలుగు మహిళ నాయకురాలు లంకా మాధవి ఆయన ఇంటి వద్దకు వెళ్లి చెప్పు చూపించి నిరసన తెలిపారు. అక్కడే ఉన్న వైకాపా మహిళలు ఆమెను వెంబడించి కొట్టడంతో పోలీసులు అడ్డుకున్నారు. ఈ విషయం తెలుసుకున్న తెలుగు మహిళలు, కార్యకర్తలు గుంటూరు పశ్చిమ ఎమ్మెల్యే గళ్లా మాధవి, గళ్లా రామచంద్రరావు ఆధ్వర్యంలో పెద్ద ఎత్తున చీపుర్లు, కోడిగుడ్లతో వచ్చి నిరసన తెలిపారు. రాంబాబు బయటకు వచ్చి బహిరంగ క్షమాపణ చెప్పాలని డిమాండ్ చేశారు. అతనికి వ్యతిరేకంగా నినాదాలు చేశారు. అంబటి ఫ్లెక్సీలను కర్రలతో కొడుతూ నిరసన తెలిపారు.: [574, 2144, 743, 2390]
- photo-rahul-gandhi: [780, 987, 1111, 1219]
